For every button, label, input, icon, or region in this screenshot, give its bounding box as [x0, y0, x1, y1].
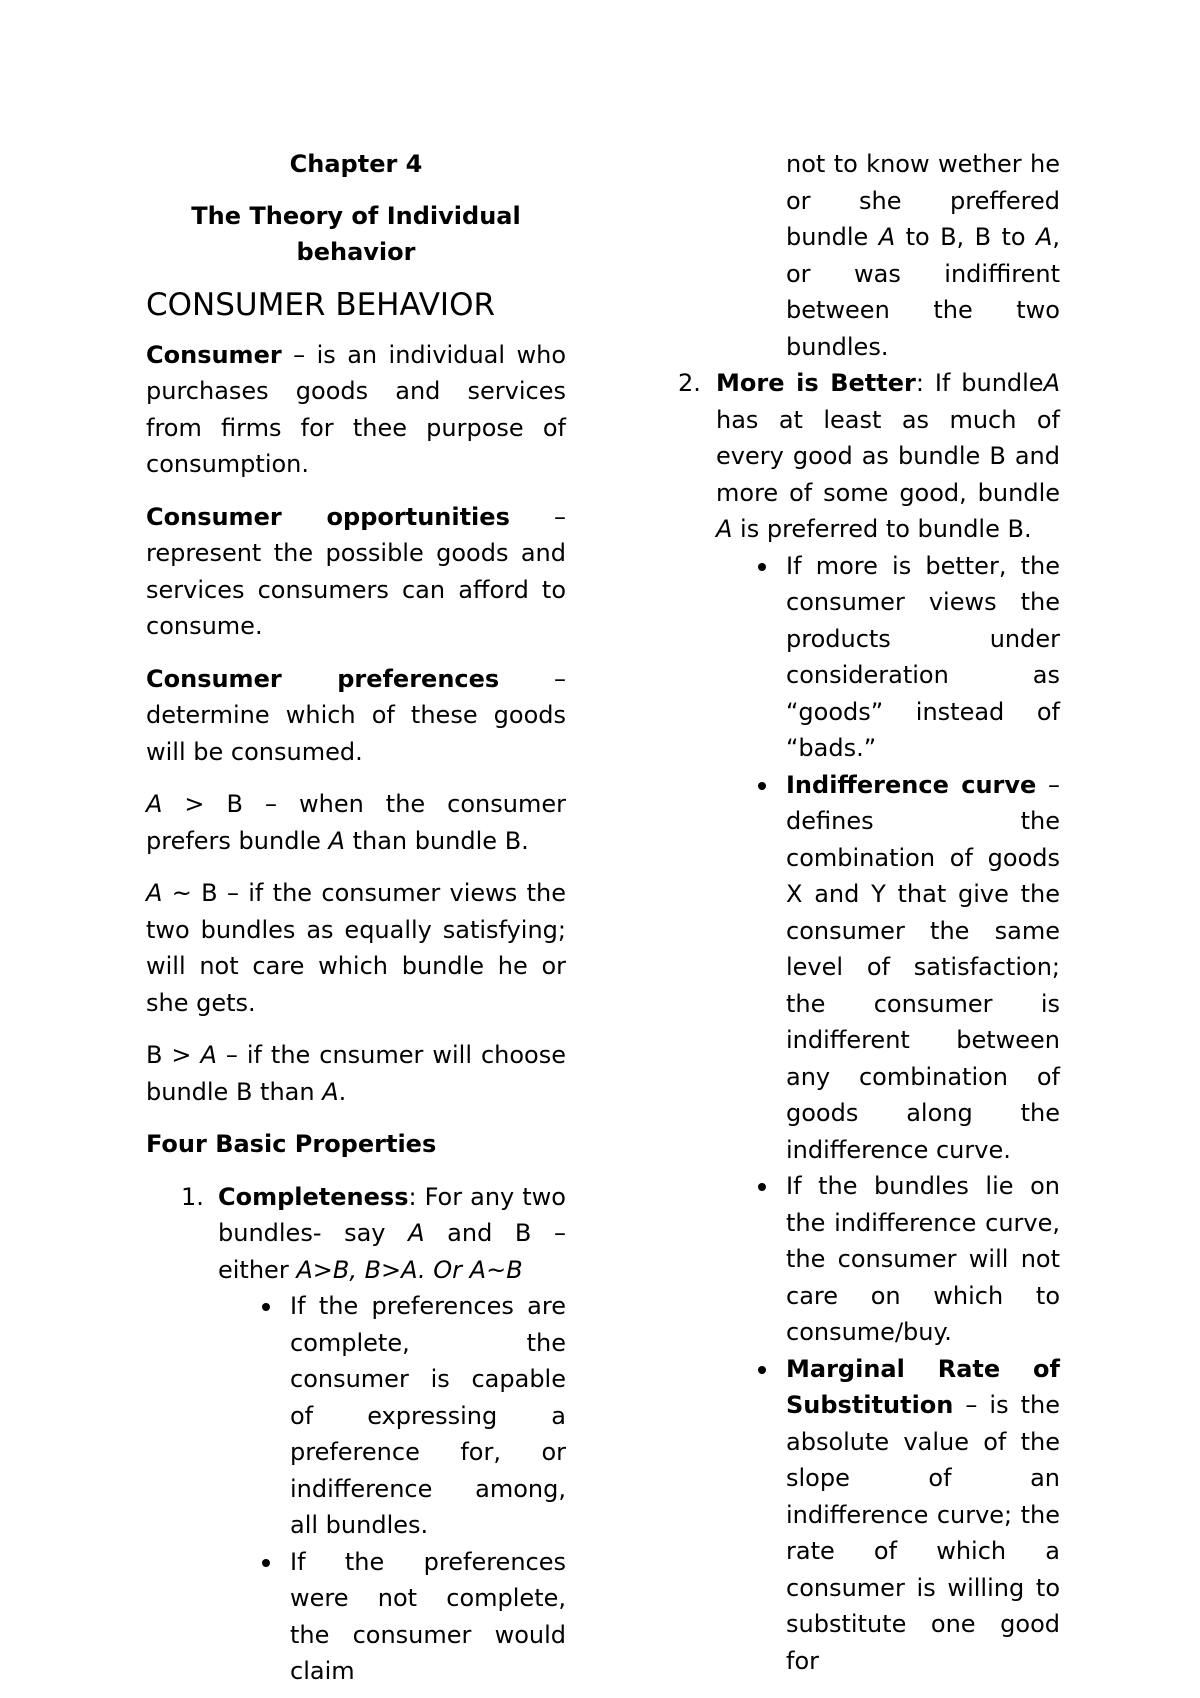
property-more-is-better — [670, 365, 1060, 548]
completeness-text: : For any two bundles- say — [218, 1182, 566, 1247]
bullet-icon — [262, 1303, 270, 1311]
right-column — [670, 146, 1060, 1679]
more-is-better-text: : If bundle — [915, 369, 1044, 397]
more-is-better-term: More is Better — [716, 369, 916, 397]
left-column — [146, 146, 566, 1690]
b-preferred-text-end: . — [338, 1077, 347, 1106]
a-preferred-text: > B – when the consumer prefers bundle — [146, 790, 566, 855]
properties-heading — [146, 1126, 566, 1163]
bullet-icon — [758, 1366, 766, 1374]
preferences-definition — [146, 661, 566, 771]
bullet-text: – is the absolute value of the slope of an indifference curve; the rate of which a consumer is willing to substitute one good for — [786, 1391, 1060, 1675]
bundle-a-symbol: A — [408, 1219, 425, 1247]
chapter-title: Chapter 4 — [289, 150, 423, 178]
bullet-text: If the preferences are complete, the consumer is capable of expressing a preference for, or indifference among, all bundles. — [290, 1292, 566, 1539]
item-number: 1. — [181, 1182, 204, 1211]
indifference-text: ~ B – if the consumer views the two bundles as equally satisfying; will not care which bundle he or she gets. — [146, 879, 566, 1017]
list-item — [786, 1168, 1060, 1351]
bundle-a-symbol: A — [322, 1077, 339, 1106]
indifference-curve-term: Indifference curve — [786, 770, 1037, 799]
bullet-text: If more is better, the consumer views the products under consideration as “goods” instead of “bads.” — [786, 551, 1060, 762]
preferences-term: Consumer preferences — [146, 664, 500, 693]
completeness-bullets — [290, 1288, 566, 1690]
mrs-term: Marginal Rate of Substitution — [786, 1354, 1060, 1419]
chapter-subtitle: The Theory of Individual behavior — [191, 201, 521, 266]
bullet-icon — [262, 1559, 270, 1567]
b-preferred-text-mid: – if the cnsumer will choose bundle B than — [146, 1041, 566, 1106]
opportunities-definition — [146, 499, 566, 645]
preferences-def-text: – determine which of these goods will be consumed. — [146, 664, 566, 766]
more-is-better-text-end: is preferred to bundle B. — [732, 515, 1032, 543]
opportunities-def-text: – represent the possible goods and services consumers can afford to consume. — [146, 502, 566, 640]
bullet-icon — [758, 563, 766, 571]
item-number: 2. — [678, 369, 701, 397]
properties-heading-text: Four Basic Properties — [146, 1130, 437, 1158]
continuation-text-mid: to B, B to — [895, 223, 1036, 251]
list-item — [786, 1351, 1060, 1680]
bundle-a-symbol: A — [878, 223, 896, 251]
bundle-a-symbol: A — [1043, 369, 1060, 397]
bundle-a-symbol: A — [716, 515, 733, 543]
bullet-text: If the bundles lie on the indifference curve, the consumer will not care on which to consume/buy. — [786, 1172, 1060, 1346]
bundle-a-symbol: A — [200, 1041, 217, 1069]
b-preferred-definition — [146, 1037, 566, 1110]
a-preferred-definition — [146, 786, 566, 859]
property-completeness — [146, 1179, 566, 1289]
bullet-icon — [758, 782, 766, 790]
list-item — [290, 1288, 566, 1544]
list-item — [786, 767, 1060, 1169]
bundle-a-symbol: A — [328, 826, 345, 855]
bullet-text: If the preferences were not complete, the consumer would claim — [290, 1547, 566, 1685]
consumer-term: Consumer — [146, 340, 282, 369]
continuation-text-end: , or was indiffirent between the two bundles. — [786, 223, 1061, 361]
opportunities-term: Consumer opportunities — [146, 502, 510, 531]
list-item — [290, 1544, 566, 1690]
more-is-better-text-mid: has at least as much of every good as bundle B and more of some good, bundle — [716, 405, 1060, 507]
completeness-text-mid: and B – either — [218, 1219, 566, 1284]
completeness-continuation — [670, 146, 1060, 365]
bundle-a-symbol: A — [146, 879, 163, 907]
bundle-a-symbol: A — [1035, 223, 1053, 251]
indifference-definition — [146, 875, 566, 1021]
more-is-better-bullets — [786, 548, 1060, 1680]
b-preferred-text: B > — [146, 1041, 201, 1069]
list-item — [786, 548, 1060, 767]
bundle-a-symbol: A — [146, 790, 163, 818]
a-preferred-text-end: than bundle B. — [344, 826, 529, 855]
consumer-def-text: – is an individual who purchases goods and services from firms for thee purpose of consumption. — [146, 340, 566, 478]
completeness-term: Completeness — [218, 1182, 409, 1211]
completeness-relations: A>B, B>A. Or A~B — [296, 1255, 523, 1284]
consumer-definition — [146, 337, 566, 483]
section-heading: CONSUMER BEHAVIOR — [146, 286, 496, 323]
continuation-text: not to know wether he or she preffered bundle — [786, 150, 1060, 251]
bullet-icon — [758, 1183, 766, 1191]
bullet-text: – defines the combination of goods X and Y that give the consumer the same level of satisfaction; the consumer is indifferent between any combination of goods along the indifference curve. — [786, 770, 1060, 1164]
